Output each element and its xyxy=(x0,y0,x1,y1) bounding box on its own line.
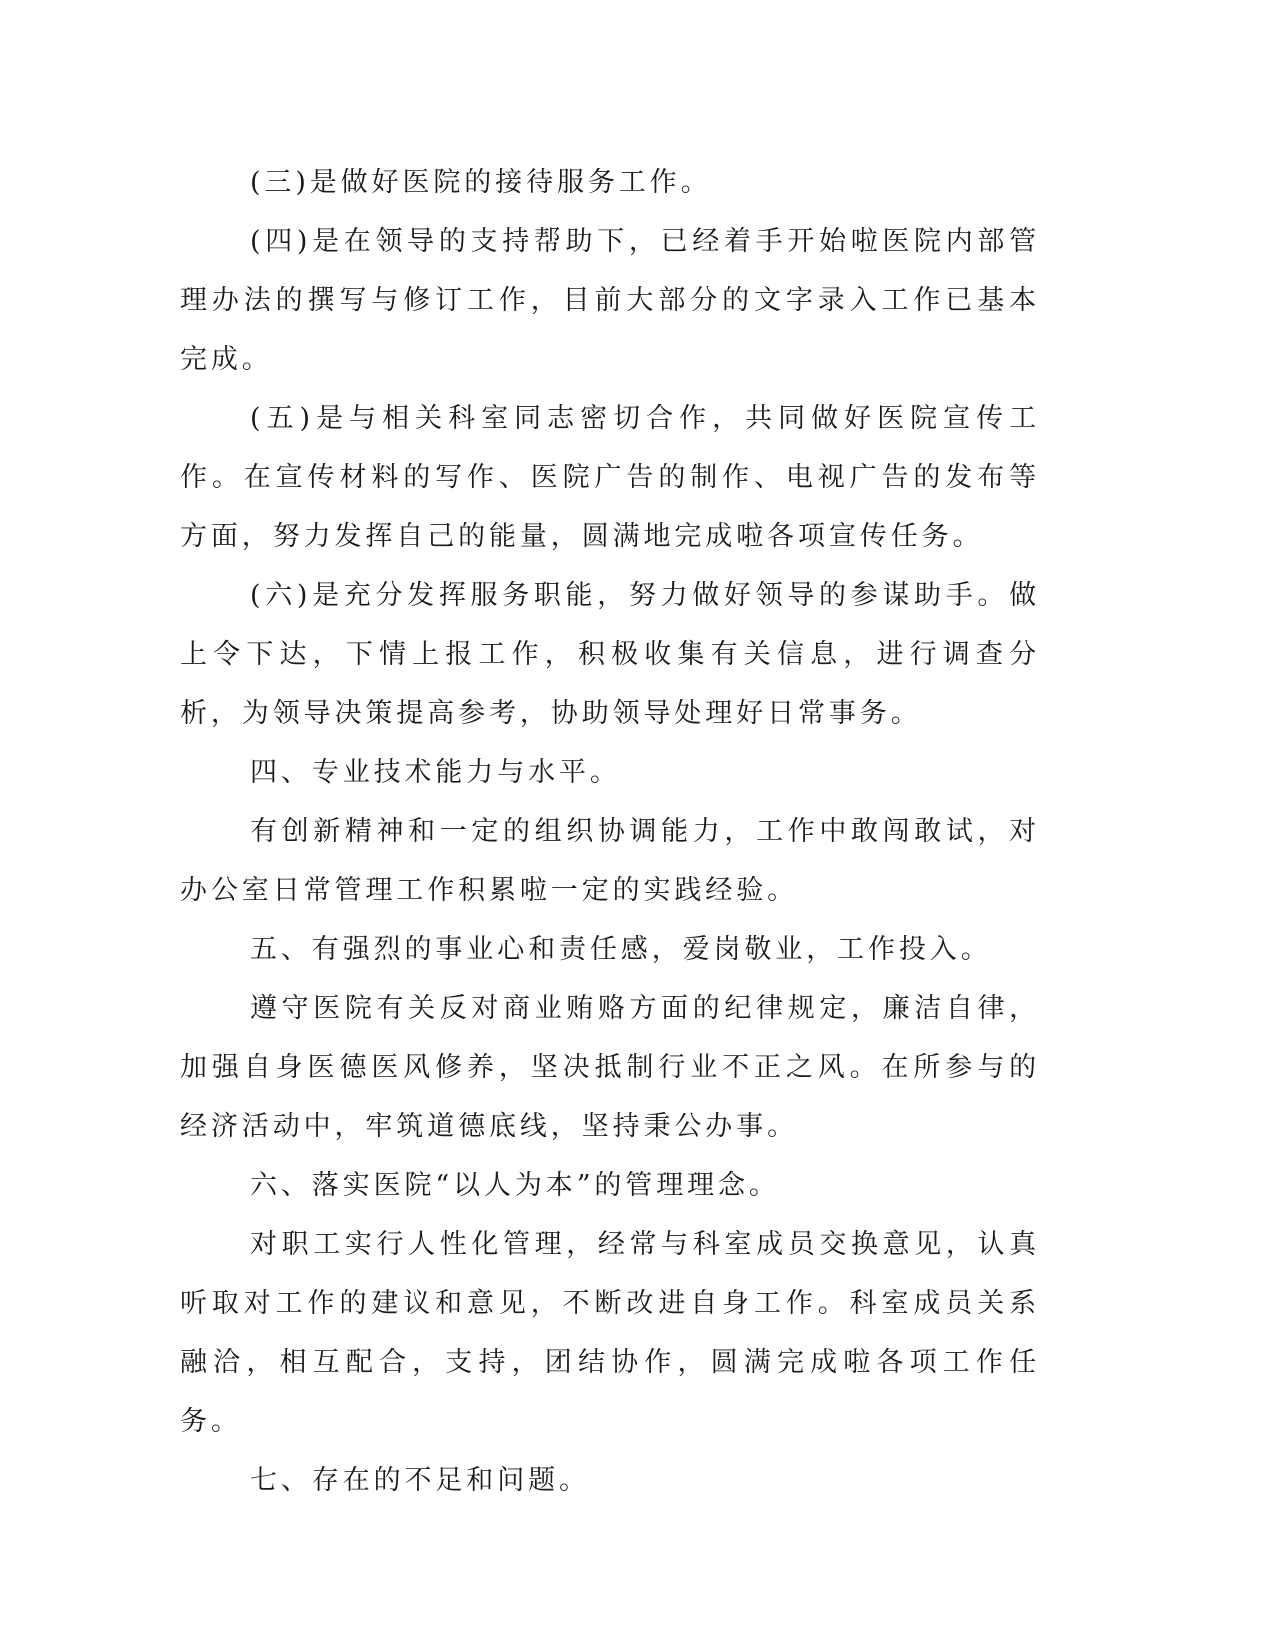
paragraph-reception-work: (三)是做好医院的接待服务工作。 xyxy=(250,167,712,198)
paragraph-discipline: 遵守医院有关反对商业贿赂方面的纪律规定，廉洁自律，加强自身医德医风修养，坚决抵制行业不正之风。在所参与的经济活动中，牢筑道德底线，坚持秉公办事。 xyxy=(180,993,1040,1142)
section-heading-shortcomings: 七、存在的不足和问题。 xyxy=(250,1465,590,1496)
paragraph-staff-management: 对职工实行人性化管理，经常与科室成员交换意见，认真听取对工作的建议和意见，不断改进自身工作。科室成员关系融洽，相互配合，支持，团结协作，圆满完成啦各项工作任务。 xyxy=(180,1229,1040,1437)
paragraph-publicity-work: (五)是与相关科室同志密切合作，共同做好医院宣传工作。在宣传材料的写作、医院广告的制作、电视广告的发布等方面，努力发挥自己的能量，圆满地完成啦各项宣传任务。 xyxy=(180,403,1040,552)
paragraph-management-rules: (四)是在领导的支持帮助下，已经着手开始啦医院内部管理办法的撰写与修订工作，目前大部分的文字录入工作已基本完成。 xyxy=(180,226,1040,375)
paragraph-innovation: 有创新精神和一定的组织协调能力，工作中敢闯敢试，对办公室日常管理工作积累啦一定的实践经验。 xyxy=(180,816,1040,906)
section-heading-responsibility: 五、有强烈的事业心和责任感，爱岗敬业，工作投入。 xyxy=(250,934,992,965)
document-body xyxy=(180,153,1040,1510)
section-heading-people-oriented: 六、落实医院“以人为本”的管理理念。 xyxy=(250,1170,780,1201)
section-heading-professional-ability: 四、专业技术能力与水平。 xyxy=(250,757,621,788)
paragraph-service-function: (六)是充分发挥服务职能，努力做好领导的参谋助手。做上令下达，下情上报工作，积极收集有关信息，进行调查分析，为领导决策提高参考，协助领导处理好日常事务。 xyxy=(180,580,1040,729)
